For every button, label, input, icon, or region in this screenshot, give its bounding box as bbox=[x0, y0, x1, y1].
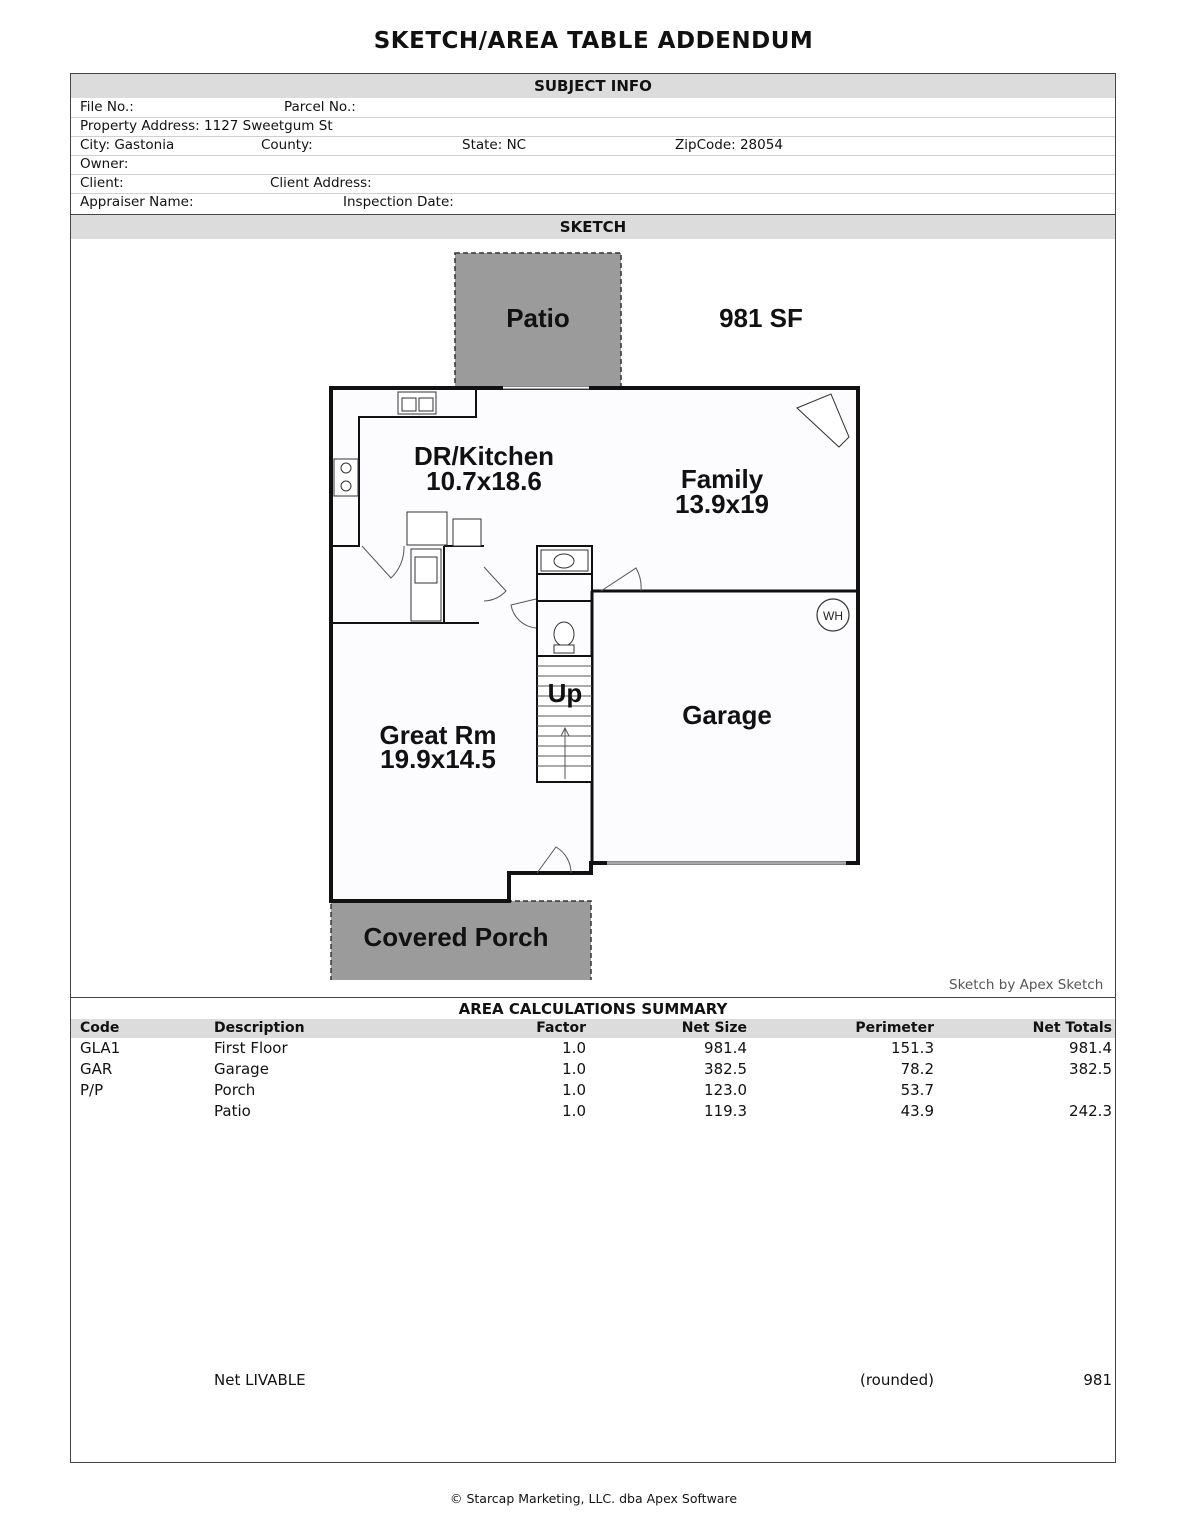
rounded-label: (rounded) bbox=[859, 1371, 934, 1389]
row-code: GLA1 bbox=[80, 1039, 121, 1057]
row-perimeter: 43.9 bbox=[900, 1102, 934, 1120]
row-factor: 1.0 bbox=[562, 1102, 586, 1120]
row-factor: 1.0 bbox=[562, 1060, 586, 1078]
col-factor: Factor bbox=[536, 1020, 586, 1036]
row-net-size: 382.5 bbox=[704, 1060, 747, 1078]
covered-porch-label: Covered Porch bbox=[363, 922, 549, 952]
col-net-size: Net Size bbox=[681, 1020, 747, 1036]
col-description: Description bbox=[214, 1020, 305, 1036]
great-rm-size: 19.9x14.5 bbox=[380, 744, 496, 774]
file-no-label: File No.: bbox=[80, 99, 134, 115]
row-factor: 1.0 bbox=[562, 1039, 586, 1057]
subject-row-appraiser bbox=[71, 193, 1115, 212]
row-net-size: 123.0 bbox=[704, 1081, 747, 1099]
property-address: Property Address: 1127 Sweetgum St bbox=[80, 118, 333, 134]
city: City: Gastonia bbox=[80, 137, 175, 153]
net-livable-row bbox=[71, 1370, 1115, 1391]
row-factor: 1.0 bbox=[562, 1081, 586, 1099]
subject-row-file bbox=[71, 98, 1115, 118]
footer-copyright: © Starcap Marketing, LLC. dba Apex Software bbox=[449, 1491, 738, 1506]
row-net-size: 981.4 bbox=[704, 1039, 747, 1057]
net-livable-value: 981 bbox=[1083, 1371, 1112, 1389]
row-net-size: 119.3 bbox=[704, 1102, 747, 1120]
state: State: NC bbox=[462, 137, 527, 153]
row-net-totals: 382.5 bbox=[1069, 1060, 1112, 1078]
family-size: 13.9x19 bbox=[675, 489, 769, 519]
sketch-header: SKETCH bbox=[71, 214, 1115, 239]
subject-row-client bbox=[71, 174, 1115, 194]
inspection-date: Inspection Date: bbox=[343, 194, 454, 210]
patio-label: Patio bbox=[506, 303, 570, 333]
garage-label: Garage bbox=[682, 700, 772, 730]
county: County: bbox=[261, 137, 313, 153]
row-perimeter: 78.2 bbox=[900, 1060, 934, 1078]
zipcode: ZipCode: 28054 bbox=[675, 137, 783, 153]
family-label: Family bbox=[680, 464, 764, 494]
client-address: Client Address: bbox=[270, 175, 372, 191]
col-perimeter: Perimeter bbox=[855, 1020, 934, 1036]
row-code: P/P bbox=[80, 1081, 104, 1099]
client: Client: bbox=[80, 175, 124, 191]
great-rm-label: Great Rm bbox=[379, 720, 497, 750]
subject-row-city bbox=[71, 136, 1115, 156]
row-perimeter: 151.3 bbox=[891, 1039, 934, 1057]
sketch-credit: Sketch by Apex Sketch bbox=[949, 977, 1104, 993]
total-area-label: 981 SF bbox=[719, 303, 803, 333]
owner: Owner: bbox=[80, 156, 129, 172]
row-code: GAR bbox=[80, 1060, 113, 1078]
table-row bbox=[71, 1059, 1115, 1080]
stairs bbox=[537, 656, 592, 782]
row-description: Garage bbox=[214, 1060, 269, 1078]
subject-row-owner bbox=[71, 155, 1115, 175]
water-heater-label: WH bbox=[823, 609, 843, 623]
page-title: SKETCH/AREA TABLE ADDENDUM bbox=[373, 28, 814, 54]
table-row bbox=[71, 1101, 1115, 1122]
stairs-label: Up bbox=[547, 678, 583, 708]
subject-row-address bbox=[71, 117, 1115, 137]
dr-kitchen-size: 10.7x18.6 bbox=[426, 466, 542, 496]
col-net-totals: Net Totals bbox=[1032, 1020, 1112, 1036]
row-perimeter: 53.7 bbox=[900, 1081, 934, 1099]
house-footprint bbox=[331, 388, 858, 901]
parcel-no-label: Parcel No.: bbox=[284, 99, 356, 115]
dr-kitchen-label: DR/Kitchen bbox=[413, 441, 555, 471]
subject-info-header: SUBJECT INFO bbox=[71, 74, 1115, 98]
area-summary-columns bbox=[71, 1019, 1115, 1038]
floor-plan bbox=[71, 240, 1114, 980]
row-description: Porch bbox=[214, 1081, 256, 1099]
row-description: Patio bbox=[214, 1102, 251, 1120]
row-net-totals: 981.4 bbox=[1069, 1039, 1112, 1057]
col-code: Code bbox=[80, 1020, 120, 1036]
area-summary-header: AREA CALCULATIONS SUMMARY bbox=[458, 1000, 728, 1018]
divider bbox=[71, 997, 1115, 998]
table-row bbox=[71, 1038, 1115, 1059]
appraiser-name: Appraiser Name: bbox=[80, 194, 194, 210]
row-net-totals: 242.3 bbox=[1069, 1102, 1112, 1120]
addendum-frame bbox=[70, 73, 1116, 1463]
table-row bbox=[71, 1080, 1115, 1101]
row-description: First Floor bbox=[214, 1039, 288, 1057]
net-livable-label: Net LIVABLE bbox=[214, 1371, 306, 1389]
